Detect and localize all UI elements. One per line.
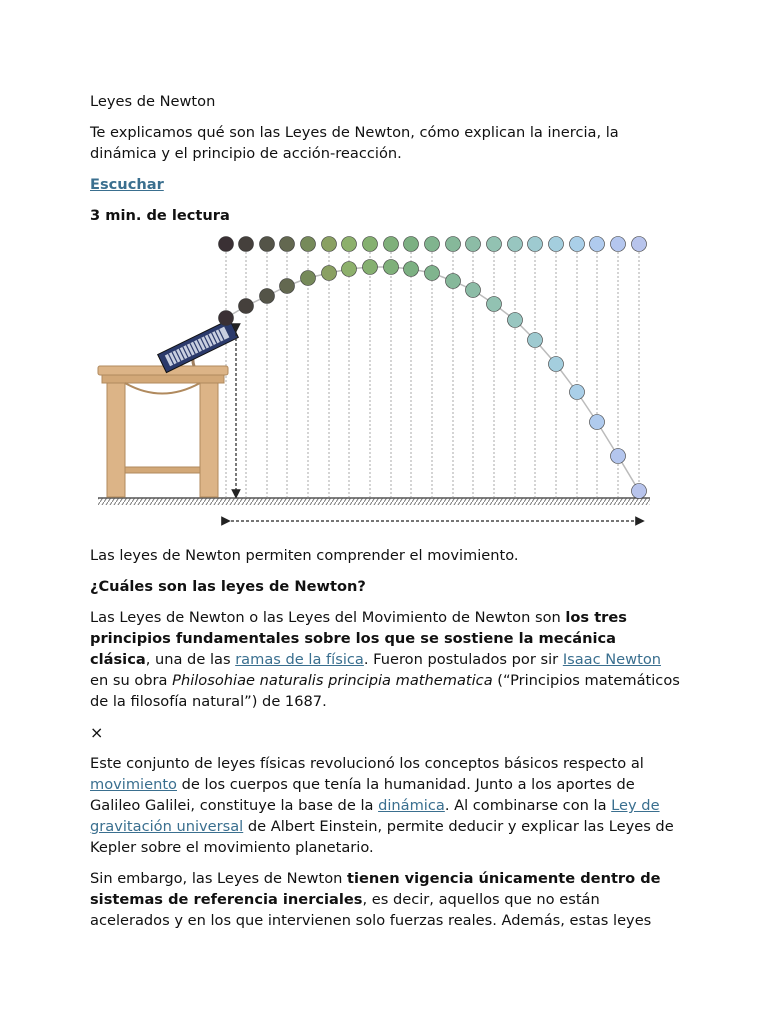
listen-link[interactable]: Escuchar <box>90 176 164 193</box>
text: Este conjunto de leyes físicas revolucionó los conceptos básicos respecto al <box>90 755 644 772</box>
trajectory-balls <box>219 260 647 499</box>
top-ball-row <box>219 237 647 252</box>
ground <box>98 498 650 505</box>
link-isaac-newton[interactable]: Isaac Newton <box>562 651 661 668</box>
text: Las Leyes de Newton o las Leyes del Movimiento de Newton son <box>90 609 566 626</box>
italic-title: Philosohiae naturalis principia mathematica <box>172 672 493 689</box>
text: de los cuerpos que tenía la humanidad. Junto a los aportes de Galileo Galilei, constituye la base de la <box>90 776 635 814</box>
projectile-motion-illustration <box>80 232 660 537</box>
text: . Fueron postulados por sir <box>363 651 563 668</box>
read-time: 3 min. de lectura <box>90 207 230 224</box>
close-icon[interactable]: × <box>90 723 104 742</box>
text: . Al combinarse con la <box>444 797 612 814</box>
article-intro: Te explicamos qué son las Leyes de Newton, cómo explican la inercia, la dinámica y el principio de acción-reacción. <box>90 124 619 162</box>
text: en su obra <box>90 672 173 689</box>
text: (“Principios matemáticos de la filosofía natural”) de 1687. <box>90 672 680 710</box>
paragraph-inertial-frames <box>90 868 680 931</box>
link-ramas-fisica[interactable]: ramas de la física <box>235 651 364 668</box>
link-ley-gravitacion[interactable]: Ley de gravitación universal <box>90 797 660 835</box>
article <box>90 91 680 941</box>
article-title: Leyes de Newton <box>90 93 216 110</box>
text: Sin embargo, las Leyes de Newton <box>90 870 348 887</box>
text: de Albert Einstein, permite deducir y explicar las Leyes de Kepler sobre el movimiento planetario. <box>90 818 674 856</box>
table <box>98 366 228 497</box>
text: , es decir, aquellos que no están acelerados y en los que intervienen solo fuerzas reales. Además, estas leyes <box>90 891 652 929</box>
link-dinamica[interactable]: dinámica <box>378 797 445 814</box>
bold-text: tienen vigencia únicamente dentro de sistemas de referencia inerciales <box>90 870 661 908</box>
link-movimiento[interactable]: movimiento <box>90 776 177 793</box>
figure-caption: Las leyes de Newton permiten comprender el movimiento. <box>90 547 519 564</box>
paragraph-revolution <box>90 753 680 858</box>
paragraph-laws-intro <box>90 607 680 712</box>
bold-text: los tres principios fundamentales sobre los que se sostiene la mecánica clásica <box>90 609 627 668</box>
text: , una de las <box>145 651 236 668</box>
section-heading: ¿Cuáles son las leyes de Newton? <box>90 578 366 595</box>
